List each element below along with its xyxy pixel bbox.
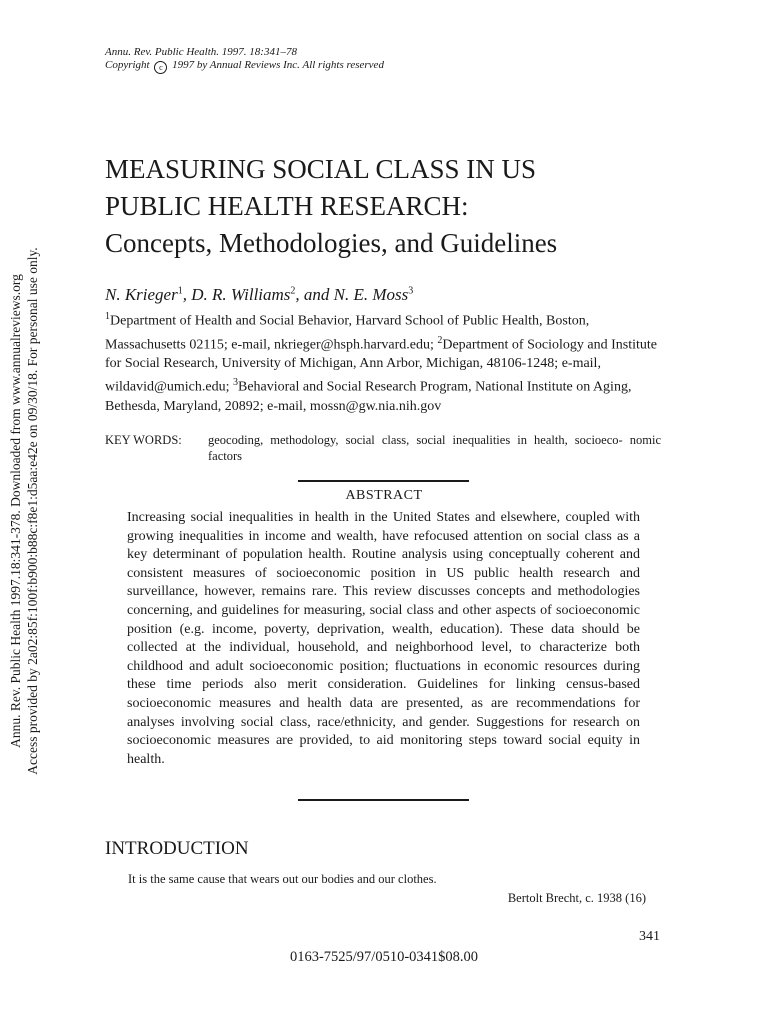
affiliation-3-sup: 3 <box>232 377 238 389</box>
epigraph-attribution: Bertolt Brecht, c. 1938 (16) <box>507 891 646 905</box>
author-sep-2: , and <box>295 285 334 304</box>
copyright-line <box>105 59 384 74</box>
abstract-bottom-rule <box>298 799 469 801</box>
page-number: 341 <box>639 929 660 944</box>
download-stamp-line-1: Annu. Rev. Public Health 1997.18:341-378. Downloaded from www.annualreviews.org <box>8 274 23 748</box>
author-2-sup: 2 <box>290 285 296 297</box>
affiliation-1-sup: 1 <box>105 311 110 322</box>
keywords-label: KEY WORDS: <box>105 433 182 447</box>
abstract-body: Increasing social inequalities in health in the United States and elsewhere, coupled with growing inequalities in income and wealth, have refocused attention on social class as a key determinant of population health. Routine analysis using conceptually coherent and consistent measures of socioeconomic position in US public health research and surveillance, however, remains rare. This review discusses concepts and methodologies concerning, and guidelines for measuring, social class and other aspects of socioeconomic position (e.g. income, poverty, deprivation, wealth, education). These data should be collected at the individual, household, and neighborhood level, to characterize both childhood and adult socioeconomic position; fluctuations in economic resources during these time periods also merit consideration. Guidelines for linking census-based socioeconomic measures and health data are presented, as are recommendations for analyses involving social class, race/ethnicity, and gender. Suggestions for research on socioeconomic measures are provided, to aid monitoring steps toward social equity in health. <box>127 510 640 767</box>
epigraph-quote: It is the same cause that wears out our bodies and our clothes. <box>128 872 437 886</box>
copyright-prefix: Copyright <box>105 59 150 71</box>
author-sep-1: , <box>182 285 192 304</box>
author-3-sup: 3 <box>408 285 414 297</box>
copyright-symbol: c <box>154 61 167 74</box>
introduction-heading: INTRODUCTION <box>105 838 249 859</box>
affiliations <box>105 307 665 416</box>
keywords <box>105 432 661 464</box>
author-list <box>105 285 413 305</box>
title-line-1: MEASURING SOCIAL CLASS IN US <box>105 154 537 184</box>
journal-meta <box>105 46 384 74</box>
article-title <box>105 151 685 262</box>
copyright-rest: 1997 by Annual Reviews Inc. All rights reserved <box>172 59 384 71</box>
title-line-3: Concepts, Methodologies, and Guidelines <box>105 228 558 258</box>
affiliation-2-sup: 2 <box>437 334 443 346</box>
author-1-sup: 1 <box>177 285 183 297</box>
download-stamp-line-2: Access provided by 2a02:85f:100f:b900:b88c:f8e1:d5aa:e42e on 09/30/18. For personal use only. <box>25 247 40 775</box>
abstract-top-rule <box>298 480 469 482</box>
citation-line: Annu. Rev. Public Health. 1997. 18:341–78 <box>105 46 297 58</box>
title-line-2: PUBLIC HEALTH RESEARCH: <box>105 191 469 221</box>
abstract-heading: ABSTRACT <box>345 488 423 503</box>
affiliation-1: Department of Health and Social Behavior, Harvard School of Public Health, Boston, Massachusetts 02115; e-mail, nkrieger@hsph.harvard.edu; <box>105 313 590 353</box>
download-stamp-text <box>7 243 41 780</box>
author-2: D. R. Williams <box>191 285 291 304</box>
affiliations-text <box>105 307 665 416</box>
article-code: 0163-7525/97/0510-0341$08.00 <box>289 949 479 965</box>
author-1: N. Krieger <box>105 285 178 304</box>
download-stamp <box>4 243 44 780</box>
keywords-text: geocoding, methodology, social class, social inequalities in health, socioeco- nomic factors <box>208 433 661 463</box>
affiliation-2: Department of Sociology and Institute for Social Research, University of Michigan, Ann Arbor, Michigan, 48106-1248; e-mail, wildavid@umich.edu; <box>105 337 657 395</box>
author-3: N. E. Moss <box>333 285 409 304</box>
affiliation-3: Behavioral and Social Research Program, National Institute on Aging, Bethesda, Maryland, 20892; e-mail, mossn@gw.nia.nih.gov <box>105 379 632 414</box>
